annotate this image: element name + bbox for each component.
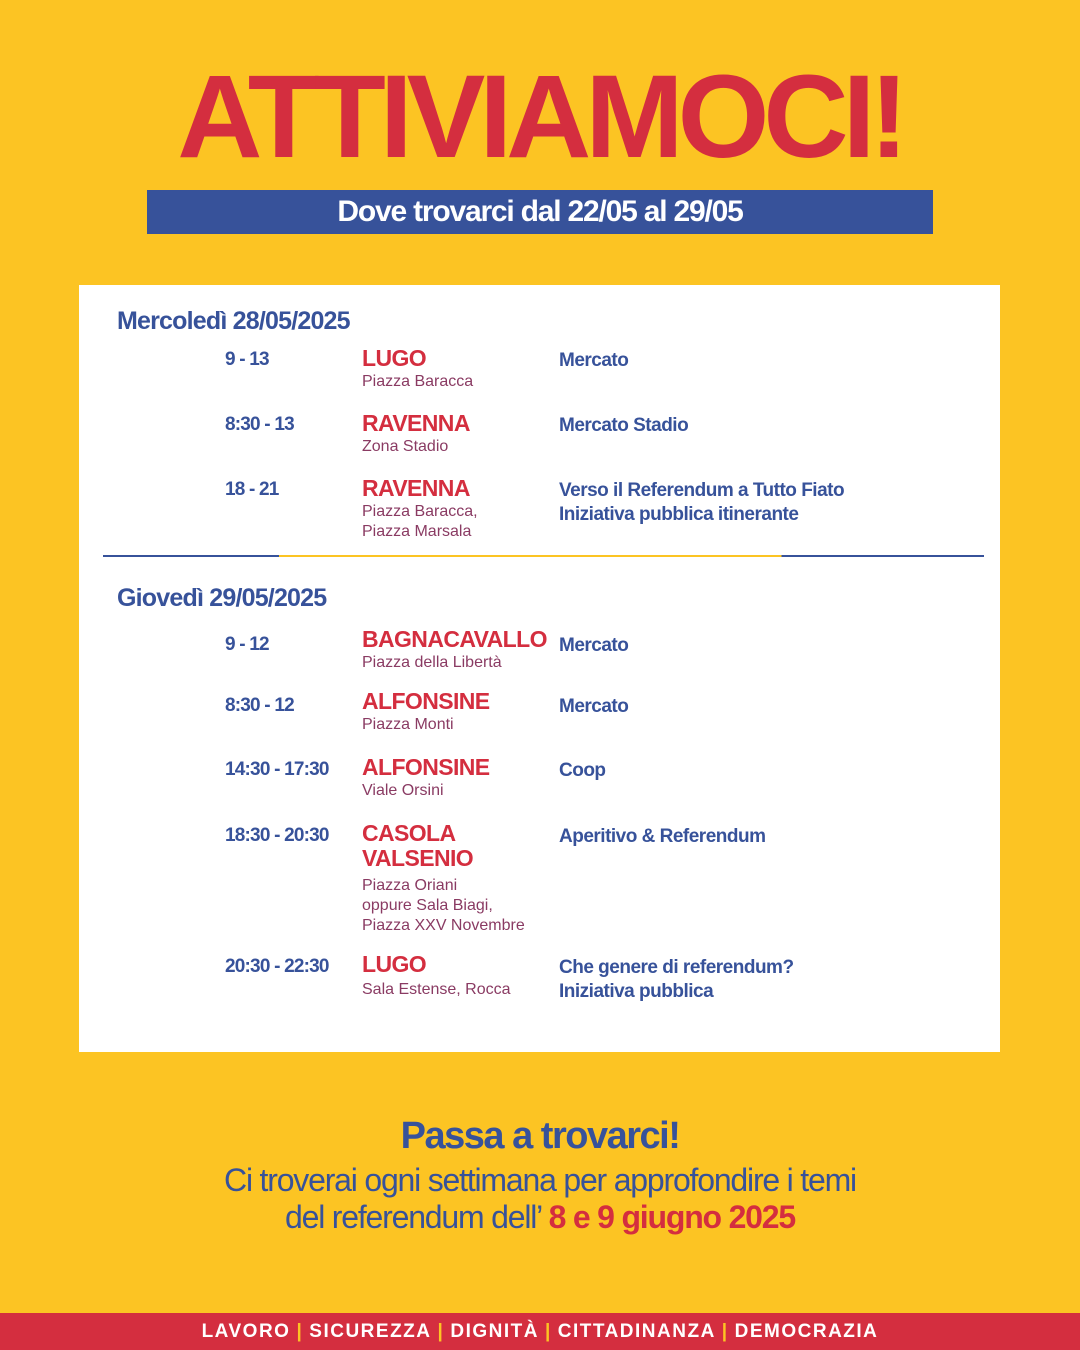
event-city: RAVENNA [362, 475, 470, 501]
schedule-card [79, 285, 1000, 1052]
event-time: 18:30 - 20:30 [225, 825, 329, 846]
event-time: 14:30 - 17:30 [225, 759, 329, 780]
footer-separator: | [437, 1321, 445, 1342]
event-city: ALFONSINE [362, 754, 490, 780]
event-time: 8:30 - 12 [225, 695, 294, 716]
footer-separator: | [721, 1321, 729, 1342]
event-place: Viale Orsini [362, 782, 444, 799]
footer-values-bar [0, 1313, 1080, 1350]
event-description: Mercato [559, 635, 629, 656]
cta-line-2-prefix: del referendum dell’ [285, 1199, 541, 1235]
footer-item: DIGNITÀ [450, 1321, 539, 1342]
event-description: Mercato [559, 696, 629, 717]
day-heading: Mercoledì 28/05/2025 [117, 307, 350, 335]
event-time: 9 - 12 [225, 634, 269, 655]
footer-item: LAVORO [201, 1321, 291, 1342]
event-city: ALFONSINE [362, 688, 490, 714]
event-place: Piazza Oriani oppure Sala Biagi, Piazza XXV Novembre [362, 877, 525, 934]
event-city: LUGO [362, 951, 427, 977]
day-divider [103, 555, 984, 557]
event-time: 8:30 - 13 [225, 414, 294, 435]
event-description: Aperitivo & Referendum [559, 826, 766, 847]
event-city: BAGNACAVALLO [362, 626, 547, 652]
event-description: Mercato Stadio [559, 415, 689, 436]
cta-line-2 [0, 1199, 1080, 1236]
event-time: 9 - 13 [225, 349, 269, 370]
footer-item: CITTADINANZA [557, 1321, 716, 1342]
page-title: ATTIVIAMOCI! [177, 51, 903, 183]
day-heading: Giovedì 29/05/2025 [117, 584, 327, 612]
event-place: Piazza Monti [362, 716, 454, 733]
event-description: Verso il Referendum a Tutto Fiato Iniziativa pubblica itinerante [559, 480, 845, 525]
date-range-banner: Dove trovarci dal 22/05 al 29/05 [147, 190, 933, 234]
event-place: Piazza Baracca [362, 373, 474, 390]
referendum-date: 8 e 9 giugno 2025 [548, 1199, 795, 1235]
event-time: 18 - 21 [225, 479, 279, 500]
footer-separator: | [296, 1321, 304, 1342]
event-description: Mercato [559, 350, 629, 371]
footer-item: DEMOCRAZIA [734, 1321, 879, 1342]
event-description: Che genere di referendum? Iniziativa pubblica [559, 957, 794, 1002]
call-to-action-text [0, 1162, 1080, 1236]
footer-item: SICUREZZA [309, 1321, 432, 1342]
cta-line-1: Ci troverai ogni settimana per approfondire i temi [224, 1162, 856, 1198]
event-place: Piazza della Libertà [362, 654, 502, 671]
event-place: Piazza Baracca, Piazza Marsala [362, 503, 478, 540]
footer-separator: | [544, 1321, 552, 1342]
event-city: CASOLA VALSENIO [362, 820, 474, 871]
event-time: 20:30 - 22:30 [225, 956, 329, 977]
event-description: Coop [559, 760, 606, 781]
event-city: RAVENNA [362, 410, 470, 436]
event-place: Zona Stadio [362, 438, 449, 455]
call-to-action-title: Passa a trovarci! [400, 1115, 680, 1157]
event-city: LUGO [362, 345, 427, 371]
event-place: Sala Estense, Rocca [362, 981, 511, 998]
